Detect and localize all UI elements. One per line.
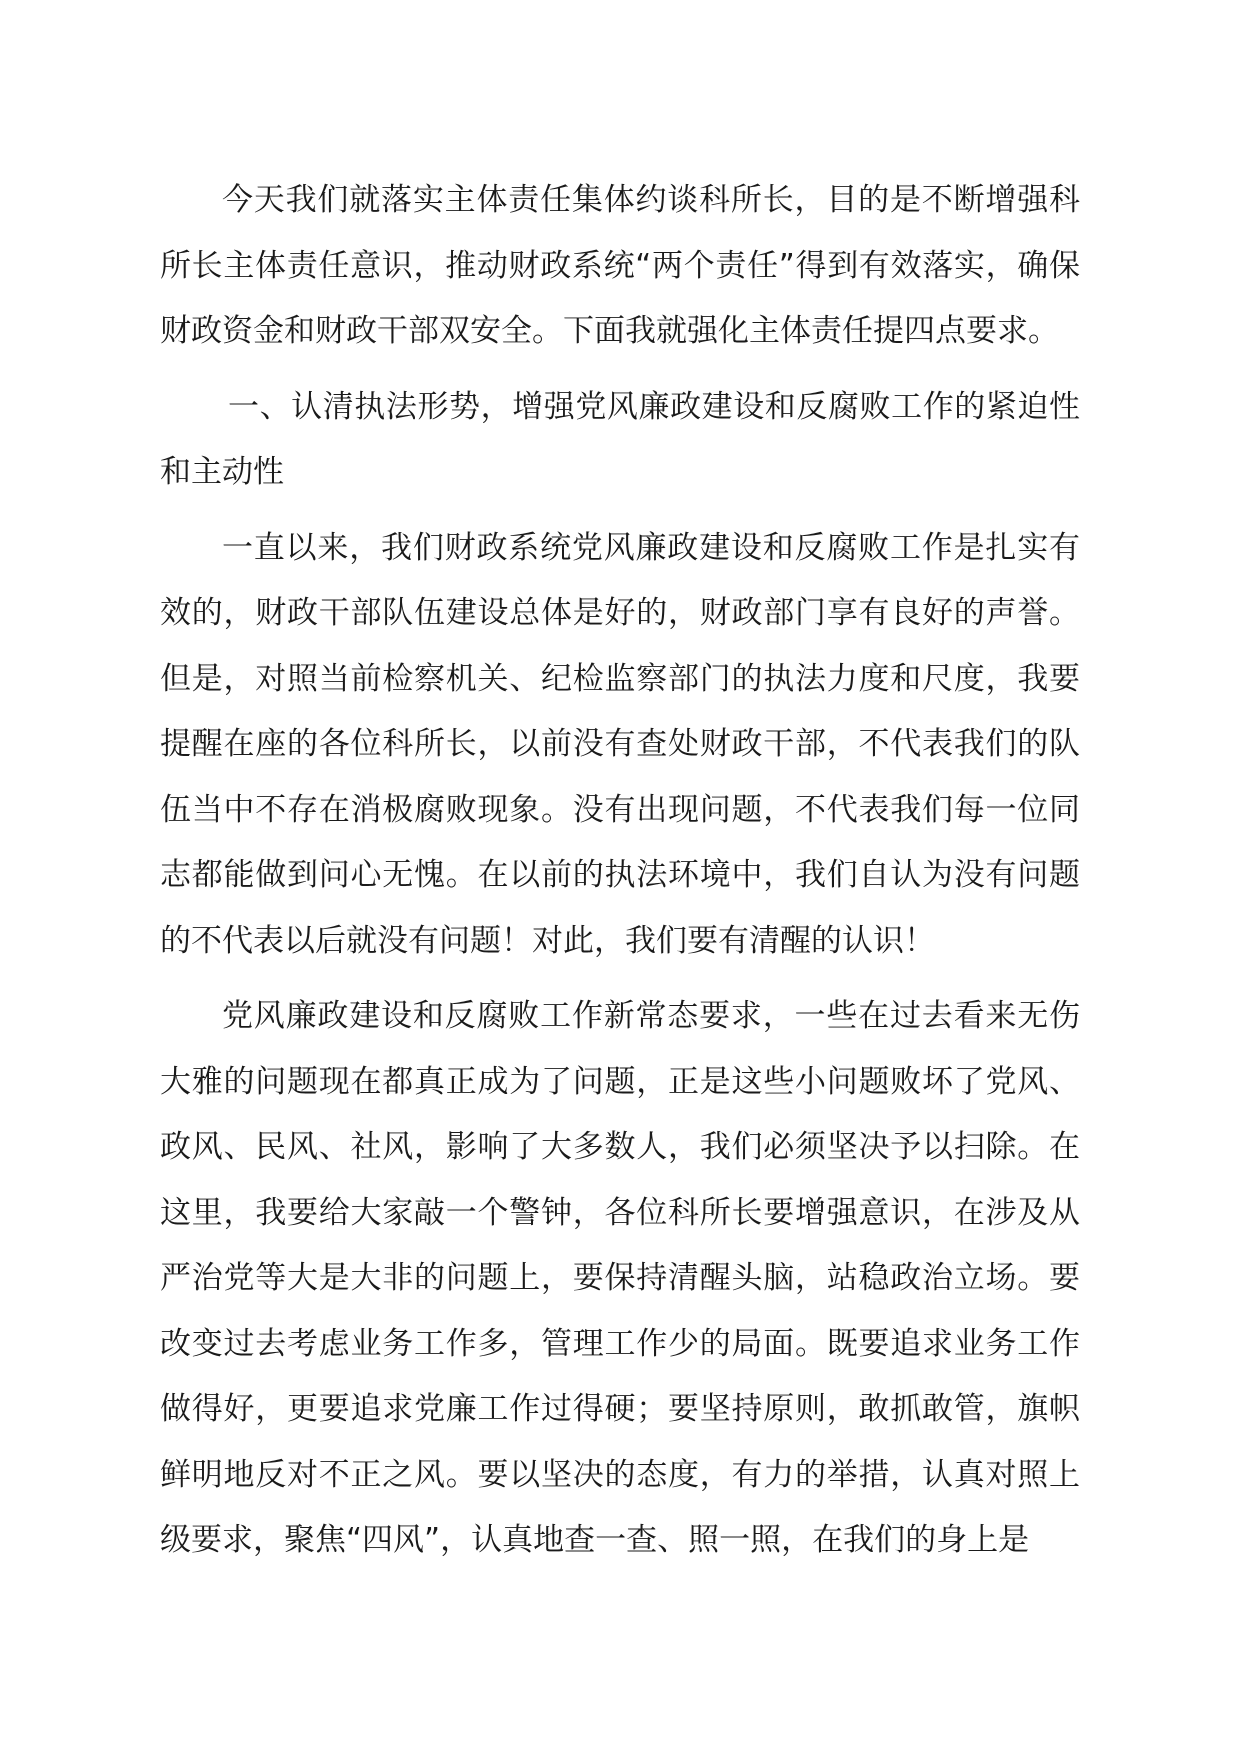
body-paragraph-1: 一直以来，我们财政系统党风廉政建设和反腐败工作是扎实有效的，财政干部队伍建设总体是好的，财政部门享有良好的声誉。但是，对照当前检察机关、纪检监察部门的执法力度和尺度，我要提醒在座的各位科所长，以前没有查处财政干部，不代表我们的队伍当中不存在消极腐败现象。没有出现问题，不代表我们每一位同志都能做到问心无愧。在以前的执法环境中，我们自认为没有问题的不代表以后就没有问题！对此，我们要有清醒的认识！: [160, 529, 1080, 959]
body-paragraph-2: 党风廉政建设和反腐败工作新常态要求，一些在过去看来无伤大雅的问题现在都真正成为了问题，正是这些小问题败坏了党风、政风、民风、社风，影响了大多数人，我们必须坚决予以扫除。在这里，我要给大家敲一个警钟，各位科所长要增强意识，在涉及从严治党等大是大非的问题上，要保持清醒头脑，站稳政治立场。要改变过去考虑业务工作多，管理工作少的局面。既要追求业务工作做得好，更要追求党廉工作过得硬；要坚持原则，敢抓敢管，旗帜鲜明地反对不正之风。要以坚决的态度，有力的举措，认真对照上级要求，聚焦“四风”，认真地查一查、照一照，在我们的身上是: [160, 998, 1080, 1558]
document-body: [160, 168, 1080, 1574]
intro-paragraph: 今天我们就落实主体责任集体约谈科所长，目的是不断增强科所长主体责任意识，推动财政系统“两个责任”得到有效落实，确保财政资金和财政干部双安全。下面我就强化主体责任提四点要求。: [160, 182, 1080, 349]
section-heading-1: 一、认清执法形势，增强党风廉政建设和反腐败工作的紧迫性和主动性: [160, 388, 1080, 490]
